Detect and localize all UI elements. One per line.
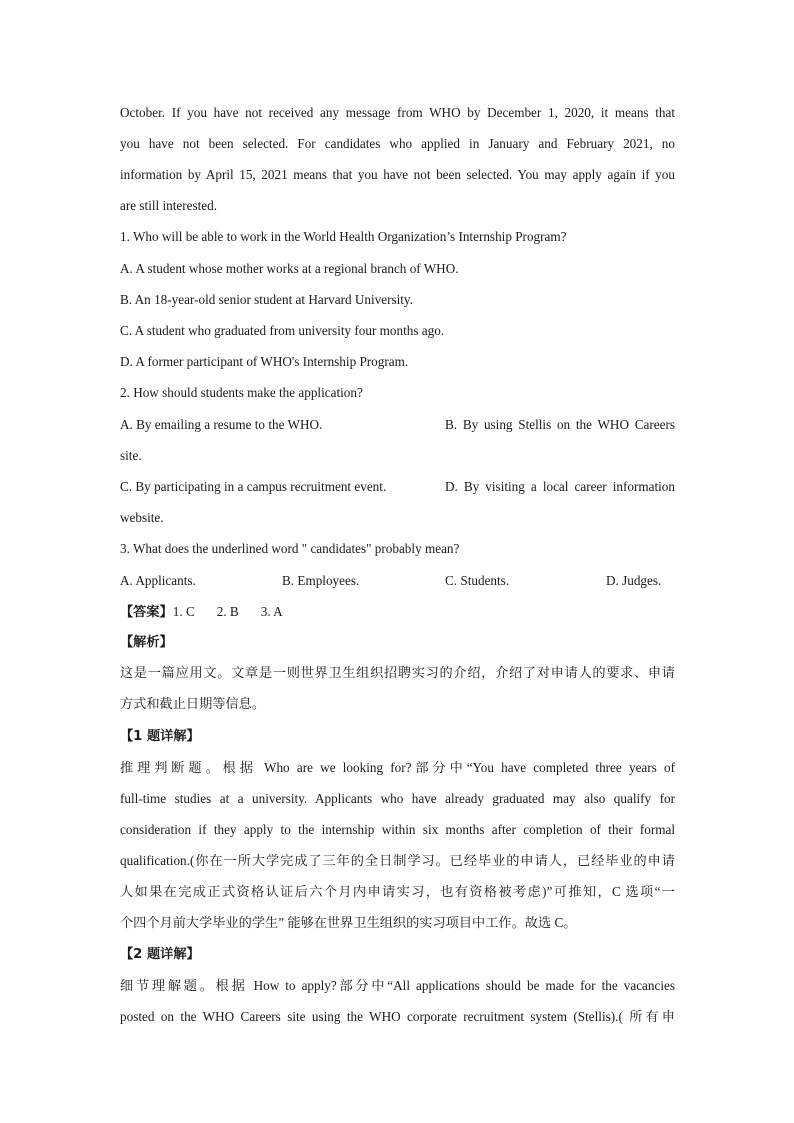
q1-option-b: B. An 18-year-old senior student at Harvard University. [120,292,413,307]
detail-1-line: full-time studies at a university. Applicants who have already graduated may also qualify for [120,791,675,806]
detail-1-line: 个四个月前大学毕业的学生” 能够在世界卫生组织的实习项目中工作。故选 C。 [120,915,577,930]
question-1-stem: 1. Who will be able to work in the World Health Organization’s Internship Program? [120,229,567,244]
answer-item: 2. B [216,604,239,619]
answer-label: 【答案】 [120,605,173,620]
analysis-line: 这是一篇应用文。文章是一则世界卫生组织招聘实习的介绍，介绍了对申请人的要求、申请 [120,666,675,681]
detail-1-line: qualification.(你在一所大学完成了三年的全日制学习。已经毕业的申请人，已经毕业的申请 [120,853,675,868]
analysis-line: 方式和截止日期等信息。 [120,697,266,712]
detail-1-label: 【1 题详解】 [120,729,200,744]
q2-option-d-wrap: website. [120,510,164,525]
detail-2-line: posted on the WHO Careers site using the WHO corporate recruitment system (Stellis).( 所有申 [120,1009,675,1024]
question-3-stem: 3. What does the underlined word " candidates" probably mean? [120,541,460,556]
q3-option-b: B. Employees. [282,573,360,588]
q1-option-a: A. A student whose mother works at a regional branch of WHO. [120,261,459,276]
q2-option-a: A. By emailing a resume to the WHO. [120,417,323,432]
passage-line: information by April 15, 2021 means that you have not been selected. You may apply again if you [120,167,675,182]
detail-1-line: consideration if they apply to the internship within six months after completion of their formal [120,822,675,837]
answer-item: 3. A [260,604,283,619]
analysis-label: 【解析】 [120,635,173,650]
q2-option-b: B. By using Stellis on the WHO Careers [445,417,675,432]
q2-option-c: C. By participating in a campus recruitment event. [120,479,387,494]
detail-2-line: 细节理解题。根据 How to apply?部分中“All applications should be made for the vacancies [120,978,675,993]
passage-line: are still interested. [120,198,218,213]
answer-row [120,602,675,623]
q1-option-d: D. A former participant of WHO's Internship Program. [120,354,409,369]
detail-1-line: 推理判断题。根据 Who are we looking for?部分中“You have completed three years of [120,760,675,775]
passage-line: October. If you have not received any message from WHO by December 1, 2020, it means that [120,105,675,120]
detail-2-label: 【2 题详解】 [120,947,200,962]
q3-option-c: C. Students. [445,573,510,588]
q3-option-a: A. Applicants. [120,573,196,588]
q1-option-c: C. A student who graduated from university four months ago. [120,323,445,338]
answer-item: 1. C [172,604,195,619]
q2-option-d: D. By visiting a local career information [445,479,675,494]
detail-1-line: 人如果在完成正式资格认证后六个月内申请实习，也有资格被考虑)”可推知，C 选项“一 [120,884,675,899]
q2-option-b-wrap: site. [120,448,142,463]
q3-option-d: D. Judges. [606,573,662,588]
passage-line: you have not been selected. For candidates who applied in January and February 2021, no [120,136,675,151]
question-2-stem: 2. How should students make the application? [120,385,363,400]
